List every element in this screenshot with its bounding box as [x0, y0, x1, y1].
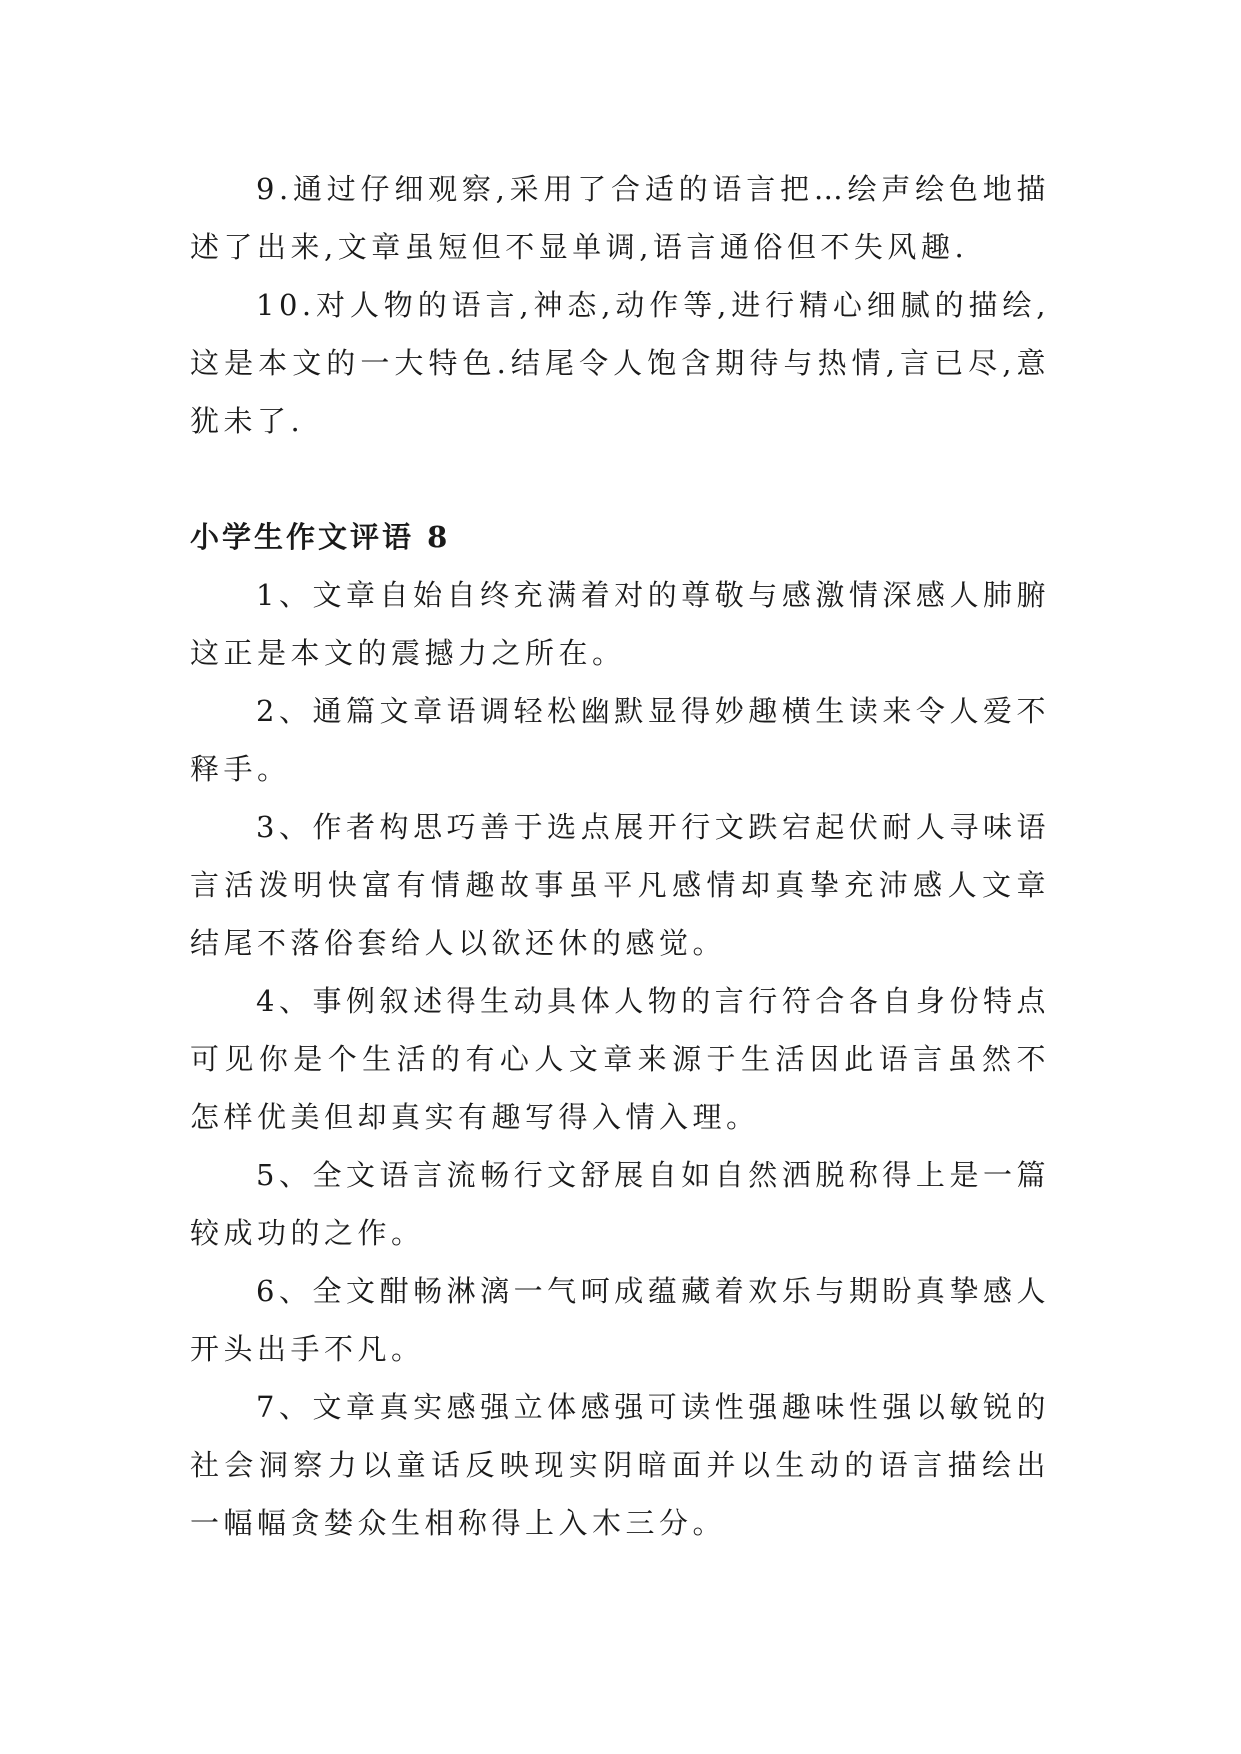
- comment-item-6: 6、全文酣畅淋漓一气呵成蕴藏着欢乐与期盼真挚感人开头出手不凡。: [190, 1274, 1050, 1366]
- comment-item-3: 3、作者构思巧善于选点展开行文跌宕起伏耐人寻味语言活泼明快富有情趣故事虽平凡感情却真挚充沛感人文章结尾不落俗套给人以欲还休的感觉。: [190, 810, 1050, 960]
- comment-item-5: 5、全文语言流畅行文舒展自如自然洒脱称得上是一篇较成功的之作。: [190, 1158, 1050, 1250]
- comment-paragraph-9: 9.通过仔细观察,采用了合适的语言把…绘声绘色地描述了出来,文章虽短但不显单调,语言通俗但不失风趣.: [190, 172, 1050, 264]
- comment-item-7: 7、文章真实感强立体感强可读性强趣味性强以敏锐的社会洞察力以童话反映现实阴暗面并以生动的语言描绘出一幅幅贪婪众生相称得上入木三分。: [190, 1390, 1050, 1540]
- comment-item-4: 4、事例叙述得生动具体人物的言行符合各自身份特点可见你是个生活的有心人文章来源于生活因此语言虽然不怎样优美但却真实有趣写得入情入理。: [190, 984, 1050, 1134]
- comment-paragraph-10: 10.对人物的语言,神态,动作等,进行精心细腻的描绘,这是本文的一大特色.结尾令人饱含期待与热情,言已尽,意犹未了.: [190, 288, 1050, 438]
- section-title: 小学生作文评语 8: [190, 520, 451, 554]
- comment-item-2: 2、通篇文章语调轻松幽默显得妙趣横生读来令人爱不释手。: [190, 694, 1050, 786]
- comment-item-1: 1、文章自始自终充满着对的尊敬与感激情深感人肺腑这正是本文的震撼力之所在。: [190, 578, 1050, 670]
- document-page: [190, 160, 1050, 1552]
